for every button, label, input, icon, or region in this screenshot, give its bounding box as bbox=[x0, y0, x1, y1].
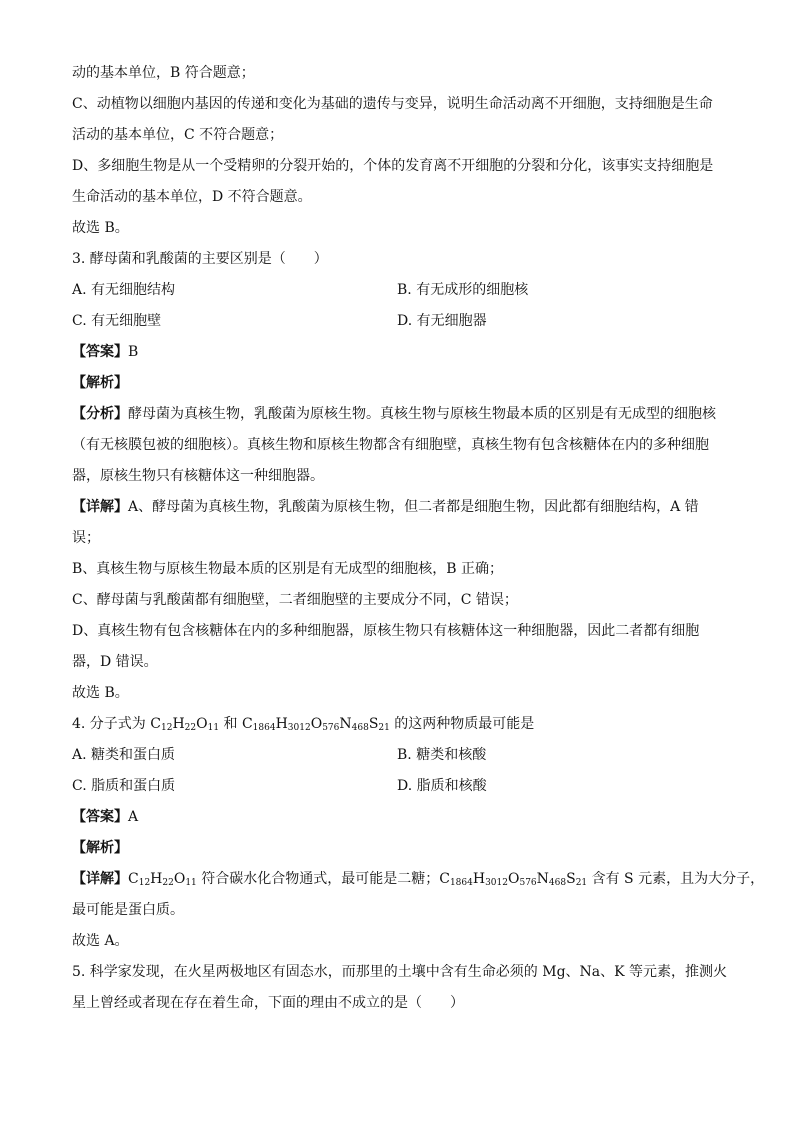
detail-line: D、真核生物有包含核糖体在内的多种细胞器，原核生物只有核糖体这一种细胞器，因此二者都有细胞 bbox=[72, 623, 700, 639]
detail-line: 误； bbox=[72, 530, 100, 546]
detail-line: 【详解】A、酵母菌为真核生物，乳酸菌为原核生物，但二者都是细胞生物，因此都有细胞结构，A 错 bbox=[72, 499, 699, 515]
analysis-line: 【分析】酵母菌为真核生物，乳酸菌为原核生物。真核生物与原核生物最本质的区别是有无成型的细胞核 bbox=[72, 406, 716, 422]
answer-tag: 【答案】 bbox=[72, 809, 128, 825]
detail-line: 器，D 错误。 bbox=[72, 654, 158, 670]
answer-value: B bbox=[128, 344, 139, 360]
text-line: 生命活动的基本单位，D 不符合题意。 bbox=[72, 189, 312, 205]
option-c: C. 脂质和蛋白质 bbox=[72, 778, 176, 794]
question-3-options-row-1 bbox=[72, 275, 722, 306]
detail-tag: 【详解】 bbox=[72, 871, 128, 887]
choice-conclusion: 故选 B。 bbox=[72, 685, 129, 701]
analysis-line: 器，原核生物只有核糖体这一种细胞器。 bbox=[72, 468, 324, 484]
text-line: 活动的基本单位，C 不符合题意； bbox=[72, 127, 284, 143]
option-b: B. 有无成形的细胞核 bbox=[397, 282, 529, 298]
analysis-heading: 【解析】 bbox=[72, 840, 128, 856]
formula-sucrose: $C_{12}H_{22}O_{11}$ bbox=[150, 716, 220, 733]
option-a: A. 糖类和蛋白质 bbox=[72, 747, 176, 763]
option-d: D. 有无细胞器 bbox=[397, 313, 487, 329]
analysis-tag: 【分析】 bbox=[72, 406, 128, 422]
answer-tag: 【答案】 bbox=[72, 344, 128, 360]
question-4-options-row-2 bbox=[72, 771, 722, 802]
question-3-answer bbox=[72, 337, 722, 368]
analysis-heading: 【解析】 bbox=[72, 375, 128, 391]
option-a: A. 有无细胞结构 bbox=[72, 282, 176, 298]
answer-value: A bbox=[128, 809, 139, 825]
text-line: 动的基本单位，B 符合题意； bbox=[72, 65, 255, 81]
detail-line: C、酵母菌与乳酸菌都有细胞壁，二者细胞壁的主要成分不同，C 错误； bbox=[72, 592, 518, 608]
option-c: C. 有无细胞壁 bbox=[72, 313, 162, 329]
question-4-answer bbox=[72, 802, 722, 833]
text-line: C、动植物以细胞内基因的传递和变化为基础的遗传与变异，说明生命活动离不开细胞，支持细胞是生命 bbox=[72, 96, 713, 112]
choice-conclusion: 故选 A。 bbox=[72, 933, 129, 949]
detail-line: 【详解】$C_{12}H_{22}O_{11}$ 符合碳水化合物通式，最可能是二糖；$C_{1864}H_{3012}O_{576}N_{468}S_{21}$ 含有 S 元素，且为大分子， bbox=[72, 871, 765, 888]
question-4-options-row-1 bbox=[72, 740, 722, 771]
detail-line: 最可能是蛋白质。 bbox=[72, 902, 184, 918]
option-b: B. 糖类和核酸 bbox=[397, 747, 487, 763]
question-3-options-row-2 bbox=[72, 306, 722, 337]
formula-protein: $C_{1864}H_{3012}O_{576}N_{468}S_{21}$ bbox=[439, 871, 588, 888]
document-page bbox=[72, 58, 765, 1019]
question-3-stem: 3. 酵母菌和乳酸菌的主要区别是（ ） bbox=[72, 251, 328, 267]
detail-line: B、真核生物与原核生物最本质的区别是有无成型的细胞核，B 正确； bbox=[72, 561, 504, 577]
formula-sucrose: $C_{12}H_{22}O_{11}$ bbox=[128, 871, 197, 888]
choice-conclusion: 故选 B。 bbox=[72, 220, 129, 236]
option-d: D. 脂质和核酸 bbox=[397, 778, 487, 794]
analysis-line: （有无核膜包被的细胞核）。真核生物和原核生物都含有细胞壁，真核生物有包含核糖体在内的多种细胞 bbox=[72, 437, 709, 453]
detail-tag: 【详解】 bbox=[72, 499, 128, 515]
question-5-stem: 星上曾经或者现在存在着生命，下面的理由不成立的是（ ） bbox=[72, 995, 464, 1011]
formula-protein: $C_{1864}H_{3012}O_{576}N_{468}S_{21}$ bbox=[241, 716, 390, 733]
text-line: D、多细胞生物是从一个受精卵的分裂开始的，个体的发育离不开细胞的分裂和分化，该事实支持细胞是 bbox=[72, 158, 714, 174]
question-5-stem: 5. 科学家发现，在火星两极地区有固态水，而那里的土壤中含有生命必须的 Mg、Na、K 等元素，推测火 bbox=[72, 964, 728, 980]
question-4-stem: 4. 分子式为 $C_{12}H_{22}O_{11}$ 和 $C_{1864}H_{3012}O_{576}N_{468}S_{21}$ 的这两种物质最可能是 bbox=[72, 716, 535, 733]
